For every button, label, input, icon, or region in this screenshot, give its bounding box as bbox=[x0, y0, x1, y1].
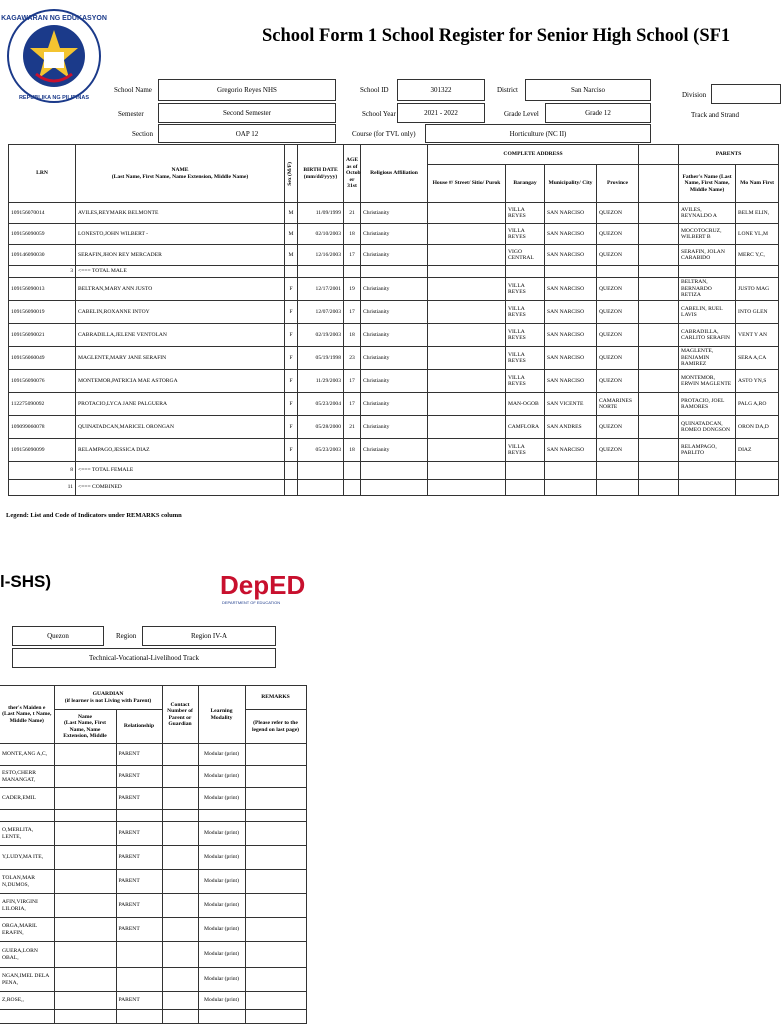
col-modality: Learning Modality bbox=[198, 686, 245, 744]
cell-religion: Christianity bbox=[361, 278, 428, 301]
cell-province: QUEZON bbox=[597, 224, 639, 245]
cell-father: RELAMPAGO, PABLITO bbox=[679, 439, 736, 462]
cell-lrn: 109156070014 bbox=[9, 203, 76, 224]
cell-guardian-name bbox=[54, 968, 116, 992]
cell-lrn: 109156090013 bbox=[9, 278, 76, 301]
cell-father: MOCOTOCRUZ, WILBERT B bbox=[679, 224, 736, 245]
region-field: Region IV-A bbox=[142, 626, 276, 646]
cell-house bbox=[428, 224, 506, 245]
cell-guardian-name bbox=[54, 894, 116, 918]
cell-house bbox=[428, 203, 506, 224]
school-name-field: Gregorio Reyes NHS bbox=[158, 79, 336, 101]
cell-birth: 11/09/1999 bbox=[298, 203, 344, 224]
table-row bbox=[9, 416, 779, 439]
cell-municipality: SAN VICENTE bbox=[545, 393, 597, 416]
table-row bbox=[0, 744, 306, 766]
form-title: School Form 1 School Register for Senior High School (SF1 bbox=[262, 26, 731, 46]
cell-contact bbox=[162, 918, 198, 942]
cell-father: QUINATADCAN, ROMEO DONGSON bbox=[679, 416, 736, 439]
cell-father: CABRADILLA, CARLITO SERAFIN bbox=[679, 324, 736, 347]
cell-modality: Modular (print) bbox=[198, 846, 245, 870]
cell-mother: BELM ELIN, bbox=[736, 203, 779, 224]
cell-relationship: PARENT bbox=[116, 894, 162, 918]
col-religion: Religious Affiliation bbox=[361, 145, 428, 203]
cell-modality: Modular (print) bbox=[198, 744, 245, 766]
cell-blank bbox=[639, 278, 679, 301]
learner-table bbox=[8, 144, 779, 496]
cell-name: CABRADILLA,JELENE VENTOLAN bbox=[76, 324, 285, 347]
cell-municipality: SAN ANDRES bbox=[545, 416, 597, 439]
cell-barangay: VILLA REYES bbox=[506, 439, 545, 462]
cell-religion: Christianity bbox=[361, 393, 428, 416]
cell-age: 17 bbox=[344, 370, 361, 393]
cell-mother: SERA A,CA bbox=[736, 347, 779, 370]
cell-mother-full: Y,LUDY,MA ITE, bbox=[0, 846, 54, 870]
cell-province: QUEZON bbox=[597, 203, 639, 224]
cell-father: BELTRAN, BERNARDO RETIZA bbox=[679, 278, 736, 301]
school-id-field: 301322 bbox=[397, 79, 485, 101]
cell-religion: Christianity bbox=[361, 203, 428, 224]
cell-guardian-name bbox=[54, 918, 116, 942]
cell-sex: F bbox=[285, 324, 298, 347]
cell-relationship: PARENT bbox=[116, 788, 162, 810]
combined-count: 11 bbox=[9, 480, 76, 496]
table-row bbox=[0, 894, 306, 918]
cell-remarks bbox=[245, 788, 306, 810]
cell-guardian-name bbox=[54, 942, 116, 968]
cell-lrn: 109099060078 bbox=[9, 416, 76, 439]
cell-barangay: VILLA REYES bbox=[506, 278, 545, 301]
col-relationship: Relationship bbox=[116, 710, 162, 744]
cell-province: QUEZON bbox=[597, 347, 639, 370]
cell-age: 23 bbox=[344, 347, 361, 370]
col-age: AGE as of Octob er 31st bbox=[344, 145, 361, 203]
cell-municipality: SAN NARCISO bbox=[545, 278, 597, 301]
table-row bbox=[0, 870, 306, 894]
col-sex: Sex (M/F) bbox=[285, 145, 298, 203]
cell-barangay: VILLA REYES bbox=[506, 347, 545, 370]
guardian-table bbox=[0, 685, 307, 1024]
table-row bbox=[0, 846, 306, 870]
table-row bbox=[0, 822, 306, 846]
cell-age: 18 bbox=[344, 439, 361, 462]
table-row bbox=[0, 992, 306, 1010]
cell-age: 19 bbox=[344, 278, 361, 301]
school-id-label: School ID bbox=[360, 86, 389, 94]
cell-province: QUEZON bbox=[597, 245, 639, 266]
table-row bbox=[0, 918, 306, 942]
table-row bbox=[9, 347, 779, 370]
cell-name: MAGLENTE,MARY JANE SERAFIN bbox=[76, 347, 285, 370]
table-row bbox=[9, 370, 779, 393]
cell-modality: Modular (print) bbox=[198, 788, 245, 810]
cell-relationship: PARENT bbox=[116, 822, 162, 846]
cell-contact bbox=[162, 968, 198, 992]
table-row bbox=[9, 278, 779, 301]
svg-text:KAGAWARAN NG EDUKASYON: KAGAWARAN NG EDUKASYON bbox=[1, 15, 107, 22]
cell-remarks bbox=[245, 870, 306, 894]
col-municipality: Municipality/ City bbox=[545, 165, 597, 203]
cell-mother: LONE YL,M bbox=[736, 224, 779, 245]
cell-age: 17 bbox=[344, 393, 361, 416]
cell-father: MONTEMOR, ERWIN MAGLENTE bbox=[679, 370, 736, 393]
table-row bbox=[0, 968, 306, 992]
table-row bbox=[9, 224, 779, 245]
division-field bbox=[711, 84, 781, 104]
cell-contact bbox=[162, 992, 198, 1010]
cell-mother: ORON DA,D bbox=[736, 416, 779, 439]
cell-sex: F bbox=[285, 301, 298, 324]
cell-blank bbox=[639, 439, 679, 462]
cell-guardian-name bbox=[54, 822, 116, 846]
school-year-label: School Year bbox=[362, 110, 396, 118]
cell-mother-full: Z,ROSE,, bbox=[0, 992, 54, 1010]
cell-remarks bbox=[245, 744, 306, 766]
cell-barangay: VILLA REYES bbox=[506, 203, 545, 224]
cell-mother-full: ORGA,MARIL ERAFIN, bbox=[0, 918, 54, 942]
cell-modality: Modular (print) bbox=[198, 992, 245, 1010]
cell-barangay: VIGO CENTRAL bbox=[506, 245, 545, 266]
cell-contact bbox=[162, 744, 198, 766]
division-label: Division bbox=[682, 91, 707, 99]
cell-guardian-name bbox=[54, 992, 116, 1010]
cell-birth: 05/28/2000 bbox=[298, 416, 344, 439]
cell-name: RELAMPAGO,JESSICA DIAZ bbox=[76, 439, 285, 462]
cell-remarks bbox=[245, 822, 306, 846]
cell-lrn: 109156060049 bbox=[9, 347, 76, 370]
cell-birth: 12/07/2003 bbox=[298, 301, 344, 324]
col-father: Father's Name (Last Name, First Name, Middle Name) bbox=[679, 165, 736, 203]
cell-mother-full: MONTE,ANG A,C, bbox=[0, 744, 54, 766]
cell-age: 17 bbox=[344, 301, 361, 324]
cell-mother-full: AFIN,VIRGINI LILORIA, bbox=[0, 894, 54, 918]
cell-mother-full: TOLAN,MAR N,DUMOS, bbox=[0, 870, 54, 894]
cell-mother-full: GUERA,LORN OBAL, bbox=[0, 942, 54, 968]
table-row bbox=[0, 766, 306, 788]
cell-barangay: MAN-OGOB bbox=[506, 393, 545, 416]
cell-blank bbox=[639, 370, 679, 393]
cell-municipality: SAN NARCISO bbox=[545, 370, 597, 393]
cell-house bbox=[428, 393, 506, 416]
cell-birth: 02/19/2003 bbox=[298, 324, 344, 347]
cell-birth: 05/19/1998 bbox=[298, 347, 344, 370]
cell-province: QUEZON bbox=[597, 324, 639, 347]
total-female-label: <=== TOTAL FEMALE bbox=[76, 462, 285, 480]
cell-contact bbox=[162, 846, 198, 870]
col-remarks: REMARKS bbox=[245, 686, 306, 710]
cell-modality: Modular (print) bbox=[198, 822, 245, 846]
cell-remarks bbox=[245, 968, 306, 992]
cell-contact bbox=[162, 942, 198, 968]
school-name-label: School Name bbox=[114, 86, 152, 94]
cell-remarks bbox=[245, 766, 306, 788]
cell-relationship bbox=[116, 968, 162, 992]
cell-guardian-name bbox=[54, 788, 116, 810]
col-barangay: Barangay bbox=[506, 165, 545, 203]
cell-religion: Christianity bbox=[361, 416, 428, 439]
table-row bbox=[9, 439, 779, 462]
cell-house bbox=[428, 245, 506, 266]
division-value-field: Quezon bbox=[12, 626, 104, 646]
cell-modality: Modular (print) bbox=[198, 766, 245, 788]
cell-mother-full: NGAN,IMEL DELA PENA, bbox=[0, 968, 54, 992]
cell-father: SERAFIN, JOLAN CARABIDO bbox=[679, 245, 736, 266]
cell-municipality: SAN NARCISO bbox=[545, 245, 597, 266]
cell-blank bbox=[639, 347, 679, 370]
cell-religion: Christianity bbox=[361, 370, 428, 393]
course-label: Course (for TVL only) bbox=[352, 130, 416, 138]
cell-religion: Christianity bbox=[361, 245, 428, 266]
grade-level-label: Grade Level bbox=[504, 110, 539, 118]
total-male-label: <=== TOTAL MALE bbox=[76, 266, 285, 278]
cell-sex: M bbox=[285, 203, 298, 224]
cell-mother: VENT Y AN bbox=[736, 324, 779, 347]
cell-guardian-name bbox=[54, 870, 116, 894]
cell-province: QUEZON bbox=[597, 278, 639, 301]
cell-relationship: PARENT bbox=[116, 870, 162, 894]
cell-mother: PALG A,RO bbox=[736, 393, 779, 416]
cell-lrn: 109156090019 bbox=[9, 301, 76, 324]
cell-name: SERAFIN,JHON REY MERCADER bbox=[76, 245, 285, 266]
cell-religion: Christianity bbox=[361, 439, 428, 462]
col-province: Province bbox=[597, 165, 639, 203]
table-row bbox=[9, 301, 779, 324]
col-guardian-name: Name (Last Name, First Name, Name Extension, Middle bbox=[54, 710, 116, 744]
cell-blank bbox=[639, 416, 679, 439]
cell-birth: 02/10/2003 bbox=[298, 224, 344, 245]
cell-contact bbox=[162, 870, 198, 894]
cell-birth: 11/29/2003 bbox=[298, 370, 344, 393]
cell-guardian-name bbox=[54, 766, 116, 788]
deped-seal-logo bbox=[1, 8, 107, 104]
cell-barangay: VILLA REYES bbox=[506, 370, 545, 393]
svg-text:DEPARTMENT OF EDUCATION: DEPARTMENT OF EDUCATION bbox=[222, 600, 281, 605]
cell-sex: M bbox=[285, 245, 298, 266]
deped-logo bbox=[218, 566, 306, 608]
cell-lrn: 112275090092 bbox=[9, 393, 76, 416]
cell-lrn: 109146090030 bbox=[9, 245, 76, 266]
cell-birth: 05/23/2003 bbox=[298, 439, 344, 462]
cell-relationship: PARENT bbox=[116, 918, 162, 942]
cell-relationship: PARENT bbox=[116, 766, 162, 788]
cell-name: BELTRAN,MARY ANN JUSTO bbox=[76, 278, 285, 301]
total-female-count: 8 bbox=[9, 462, 76, 480]
cell-name: LONESTO,JOHN WILBERT - bbox=[76, 224, 285, 245]
cell-blank bbox=[639, 324, 679, 347]
cell-barangay: VILLA REYES bbox=[506, 301, 545, 324]
section-field: OAP 12 bbox=[158, 124, 336, 143]
cell-sex: F bbox=[285, 393, 298, 416]
cell-house bbox=[428, 324, 506, 347]
col-name: NAME (Last Name, First Name, Name Extension, Middle Name) bbox=[76, 145, 285, 203]
cell-province: CAMARINES NORTE bbox=[597, 393, 639, 416]
section-label: Section bbox=[132, 130, 153, 138]
cell-mother-full: ESTO,CHERR MANANGAT, bbox=[0, 766, 54, 788]
cell-religion: Christianity bbox=[361, 347, 428, 370]
cell-sex: F bbox=[285, 439, 298, 462]
col-house: House #/ Street/ Sitio/ Purok bbox=[428, 165, 506, 203]
cell-house bbox=[428, 278, 506, 301]
cell-modality: Modular (print) bbox=[198, 942, 245, 968]
cell-municipality: SAN NARCISO bbox=[545, 224, 597, 245]
cell-lrn: 109156090021 bbox=[9, 324, 76, 347]
combined-label: <=== COMBINED bbox=[76, 480, 285, 496]
col-birth: BIRTH DATE (mm/dd/yyyy) bbox=[298, 145, 344, 203]
cell-sex: M bbox=[285, 224, 298, 245]
table-row bbox=[0, 942, 306, 968]
semester-field: Second Semester bbox=[158, 103, 336, 123]
total-male-count: 3 bbox=[9, 266, 76, 278]
cell-sex: F bbox=[285, 347, 298, 370]
track-label: Track and Strand bbox=[691, 111, 739, 119]
cell-municipality: SAN NARCISO bbox=[545, 301, 597, 324]
col-mother: Mo Nam First bbox=[736, 165, 779, 203]
cell-age: 18 bbox=[344, 224, 361, 245]
cell-age: 18 bbox=[344, 324, 361, 347]
cell-province: QUEZON bbox=[597, 370, 639, 393]
cell-blank bbox=[639, 245, 679, 266]
cell-modality: Modular (print) bbox=[198, 968, 245, 992]
cell-house bbox=[428, 416, 506, 439]
cell-birth: 05/23/2004 bbox=[298, 393, 344, 416]
cell-municipality: SAN NARCISO bbox=[545, 347, 597, 370]
cell-guardian-name bbox=[54, 744, 116, 766]
region-label: Region bbox=[116, 632, 137, 640]
cell-relationship: PARENT bbox=[116, 992, 162, 1010]
cell-mother: JUSTO MAG bbox=[736, 278, 779, 301]
cell-barangay: VILLA REYES bbox=[506, 224, 545, 245]
cell-contact bbox=[162, 822, 198, 846]
cell-province: QUEZON bbox=[597, 416, 639, 439]
table-row bbox=[9, 393, 779, 416]
cell-sex: F bbox=[285, 416, 298, 439]
track-field: Technical-Vocational-Livelihood Track bbox=[12, 648, 276, 668]
cell-contact bbox=[162, 894, 198, 918]
cell-blank bbox=[639, 224, 679, 245]
cell-name: CABELIN,ROXANNE INTOY bbox=[76, 301, 285, 324]
cell-age: 17 bbox=[344, 245, 361, 266]
table-row bbox=[0, 788, 306, 810]
cell-municipality: SAN NARCISO bbox=[545, 203, 597, 224]
cell-house bbox=[428, 301, 506, 324]
cell-modality: Modular (print) bbox=[198, 870, 245, 894]
cell-mother: INTO GLEN bbox=[736, 301, 779, 324]
cell-mother-full: O,MERLITA, LENTE, bbox=[0, 822, 54, 846]
cell-remarks bbox=[245, 846, 306, 870]
cell-relationship: PARENT bbox=[116, 846, 162, 870]
cell-mother: MERC Y,C, bbox=[736, 245, 779, 266]
cell-father: MAGLENTE, BENJAMIN RAMIREZ bbox=[679, 347, 736, 370]
cell-religion: Christianity bbox=[361, 324, 428, 347]
grade-level-field: Grade 12 bbox=[545, 103, 651, 123]
cell-name: QUINATADCAN,MARICEL ORONGAN bbox=[76, 416, 285, 439]
cell-barangay: VILLA REYES bbox=[506, 324, 545, 347]
cell-name: PROTACIO,LYCA JANE PALGUERA bbox=[76, 393, 285, 416]
cell-modality: Modular (print) bbox=[198, 894, 245, 918]
cell-remarks bbox=[245, 894, 306, 918]
cell-age: 21 bbox=[344, 416, 361, 439]
col-remarks-sub: (Please refer to the legend on last page) bbox=[245, 710, 306, 744]
cell-mother: DIAZ bbox=[736, 439, 779, 462]
table-row bbox=[9, 203, 779, 224]
col-lrn: LRN bbox=[9, 145, 76, 203]
col-guardian: GUARDIAN (if learner is not Living with Parent) bbox=[54, 686, 162, 710]
table-row bbox=[9, 245, 779, 266]
cell-birth: 12/17/2001 bbox=[298, 278, 344, 301]
col-parents: PARENTS bbox=[679, 145, 779, 165]
cell-father: AVILES, REYNALDO A bbox=[679, 203, 736, 224]
cell-lrn: 109156090059 bbox=[9, 224, 76, 245]
district-label: District bbox=[497, 86, 518, 94]
col-mother-full: ther's Maiden e (Last Name, t Name, Middle Name) bbox=[0, 686, 54, 744]
cell-municipality: SAN NARCISO bbox=[545, 439, 597, 462]
cell-blank bbox=[639, 203, 679, 224]
cell-religion: Christianity bbox=[361, 301, 428, 324]
district-field: San Narciso bbox=[525, 79, 651, 101]
cell-municipality: SAN NARCISO bbox=[545, 324, 597, 347]
cell-house bbox=[428, 439, 506, 462]
cell-province: QUEZON bbox=[597, 439, 639, 462]
cell-barangay: CAMFLORA bbox=[506, 416, 545, 439]
cell-age: 21 bbox=[344, 203, 361, 224]
legend-text: Legend: List and Code of Indicators under REMARKS column bbox=[6, 512, 182, 519]
cell-lrn: 109156090076 bbox=[9, 370, 76, 393]
cell-birth: 12/16/2003 bbox=[298, 245, 344, 266]
cell-blank bbox=[639, 301, 679, 324]
cell-province: QUEZON bbox=[597, 301, 639, 324]
cell-sex: F bbox=[285, 278, 298, 301]
cell-remarks bbox=[245, 992, 306, 1010]
cell-mother-full: CADER,EMIL bbox=[0, 788, 54, 810]
cell-blank bbox=[639, 393, 679, 416]
cell-relationship bbox=[116, 942, 162, 968]
cell-contact bbox=[162, 766, 198, 788]
course-field: Horticulture (NC II) bbox=[425, 124, 651, 143]
cell-name: MONTEMOR,PATRICIA MAE ASTORGA bbox=[76, 370, 285, 393]
cell-modality: Modular (print) bbox=[198, 918, 245, 942]
cell-guardian-name bbox=[54, 846, 116, 870]
col-contact: Contact Number of Parent or Guardian bbox=[162, 686, 198, 744]
semester-label: Semester bbox=[118, 110, 144, 118]
form-title-continued: l-SHS) bbox=[0, 572, 51, 591]
cell-remarks bbox=[245, 942, 306, 968]
cell-lrn: 109156090099 bbox=[9, 439, 76, 462]
school-year-field: 2021 - 2022 bbox=[397, 103, 485, 123]
cell-mother: ASTO YN,S bbox=[736, 370, 779, 393]
table-row bbox=[9, 324, 779, 347]
cell-house bbox=[428, 370, 506, 393]
svg-text:DepED: DepED bbox=[220, 570, 306, 600]
cell-religion: Christianity bbox=[361, 224, 428, 245]
svg-text:REPUBLIKA NG PILIPINAS: REPUBLIKA NG PILIPINAS bbox=[18, 95, 90, 101]
cell-relationship: PARENT bbox=[116, 744, 162, 766]
cell-name: AVILES,REYMARK BELMONTE bbox=[76, 203, 285, 224]
cell-father: CABELIN, RUEL LAVIS bbox=[679, 301, 736, 324]
cell-father: PROTACIO, JOEL RAMORES bbox=[679, 393, 736, 416]
cell-contact bbox=[162, 788, 198, 810]
cell-house bbox=[428, 347, 506, 370]
cell-remarks bbox=[245, 918, 306, 942]
col-address: COMPLETE ADDRESS bbox=[428, 145, 639, 165]
cell-sex: F bbox=[285, 370, 298, 393]
